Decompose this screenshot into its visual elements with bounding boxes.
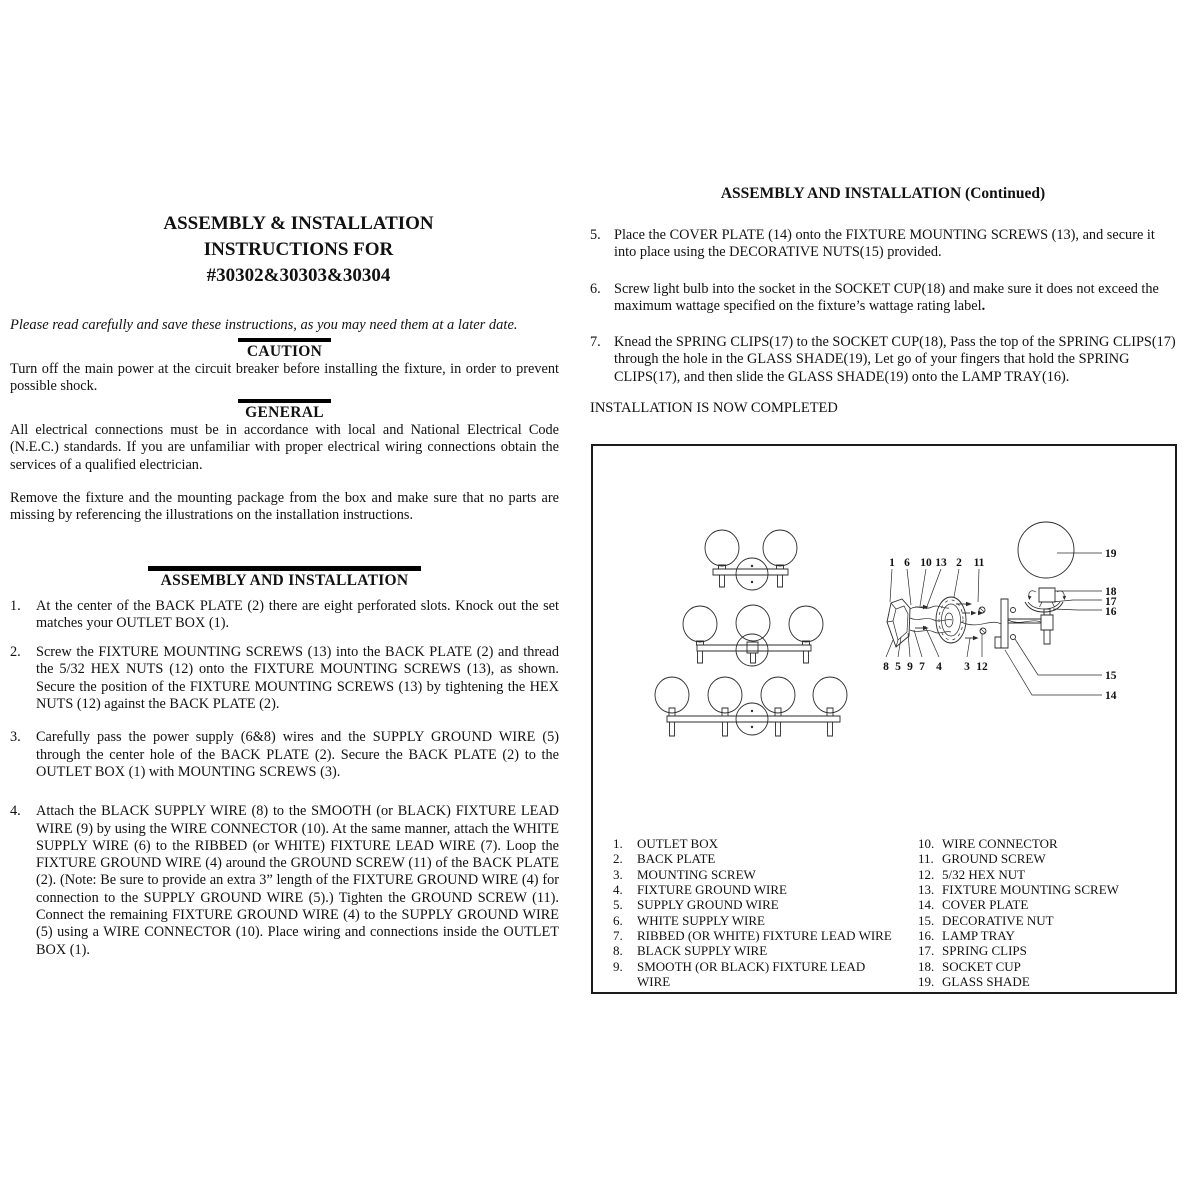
callout-4: 4 [936, 661, 942, 673]
parts-list-item [918, 897, 1168, 912]
general-heading: GENERAL [245, 404, 324, 422]
assembly-heading: ASSEMBLY AND INSTALLATION [160, 571, 409, 589]
part-number: 11. [918, 851, 934, 867]
parts-list-item [613, 913, 913, 928]
parts-list-item [918, 836, 1168, 851]
installation-completed-note: INSTALLATION IS NOW COMPLETED [590, 400, 838, 417]
part-label: GROUND SCREW [942, 851, 1046, 867]
general-body-2: Remove the fixture and the mounting package from the box and make sure that no parts are missing by referencing the illustrations on the installation instructions. [10, 489, 559, 524]
three-light-fixture-drawing [683, 605, 823, 666]
callout-6: 6 [904, 557, 910, 569]
part-label: SUPPLY GROUND WIRE [637, 897, 779, 913]
assembly-steps [10, 598, 559, 959]
general-body-1: All electrical connections must be in accordance with local and National Electrical Code (N.E.C.) standards. If you are unfamiliar with proper electrical wiring connections obtain the services of a qualified electrician. [10, 422, 559, 473]
callout-13: 13 [935, 557, 947, 569]
part-label: FIXTURE MOUNTING SCREW [942, 882, 1119, 898]
callout-numbers [883, 548, 1117, 702]
continued-steps [590, 227, 1176, 386]
part-number: 4. [613, 882, 623, 898]
spring-clips-drawing [1028, 591, 1066, 607]
parts-list-item [613, 943, 913, 958]
part-label: SPRING CLIPS [942, 943, 1027, 959]
parts-list-column-2 [918, 836, 1168, 989]
parts-list-item [918, 882, 1168, 897]
cover-plate-drawing [995, 599, 1016, 648]
part-number: 2. [613, 851, 623, 867]
assembly-step-4 [10, 803, 559, 959]
part-number: 17. [918, 943, 935, 959]
step-number: 5. [590, 227, 601, 243]
callout-1: 1 [889, 557, 895, 569]
callout-2: 2 [956, 557, 962, 569]
part-label: GLASS SHADE [942, 974, 1030, 990]
part-number: 9. [613, 958, 623, 974]
part-label: SMOOTH (OR BLACK) FIXTURE LEAD [637, 958, 866, 974]
callout-leader-lines [886, 553, 1102, 695]
callout-15: 15 [1105, 670, 1117, 682]
mounting-screws-drawing [915, 602, 986, 640]
part-number: 7. [613, 928, 623, 944]
part-label: SOCKET CUP [942, 958, 1021, 974]
assembly-step-1 [10, 598, 559, 633]
caution-body: Turn off the main power at the circuit breaker before installing the fixture, in order to prevent possible shock. [10, 360, 559, 394]
part-label: OUTLET BOX [637, 836, 719, 851]
intro-note: Please read carefully and save these instructions, as you may need them at a later date. [10, 317, 518, 333]
title-line-2: INSTRUCTIONS FOR [203, 239, 394, 260]
caution-heading: CAUTION [246, 342, 323, 360]
continued-heading: ASSEMBLY AND INSTALLATION (Continued) [720, 185, 1046, 202]
callout-14: 14 [1105, 690, 1117, 702]
assembly-step-5 [590, 227, 1176, 262]
part-number: 13. [918, 882, 935, 898]
parts-list-item [918, 974, 1168, 989]
assembly-step-3 [10, 729, 559, 781]
step-text: Screw the FIXTURE MOUNTING SCREWS (13) into the BACK PLATE (2) and thread the 5/32 HEX NUTS (12) onto the FIXTURE MOUNTING SCREWS (13), as shown. Secure the position of the FIXTURE MOUNTING SCREWS (13) by tightening the HEX NUTS (12) against the BACK PLATE (2). [36, 644, 559, 713]
lamp-tray-drawing [1008, 602, 1063, 644]
part-label: COVER PLATE [942, 897, 1029, 913]
part-number: 10. [918, 836, 935, 851]
part-label-two-line [637, 959, 865, 990]
step-text: At the center of the BACK PLATE (2) there are eight perforated slots. Knock out the set matches your OUTLET BOX (1). [36, 597, 559, 631]
parts-list-item [918, 928, 1168, 943]
parts-list-item [613, 851, 913, 866]
step-number: 6. [590, 280, 601, 297]
part-number: 12. [918, 866, 935, 882]
four-light-fixture-drawing [655, 677, 847, 736]
part-number: 18. [918, 958, 935, 974]
part-number: 6. [613, 912, 623, 928]
step-text [614, 281, 1176, 316]
parts-list-column-1 [613, 836, 913, 989]
callout-3: 3 [964, 661, 970, 673]
parts-list-item [918, 867, 1168, 882]
part-number: 1. [613, 836, 623, 851]
part-label: LAMP TRAY [942, 928, 1015, 944]
title-line-1: ASSEMBLY & INSTALLATION [163, 213, 434, 234]
callout-19: 19 [1105, 548, 1117, 560]
parts-list-item [918, 851, 1168, 866]
parts-list-item [613, 928, 913, 943]
parts-list-item [613, 836, 913, 851]
step-number: 2. [10, 644, 21, 661]
part-number: 3. [613, 866, 623, 882]
callout-5: 5 [895, 661, 901, 673]
socket-cup-drawing [1039, 588, 1055, 602]
parts-list-item [613, 867, 913, 882]
callout-11: 11 [973, 557, 985, 569]
assembly-step-7 [590, 334, 1176, 386]
part-number: 19. [918, 974, 935, 990]
step-number: 1. [10, 597, 21, 614]
assembly-step-6 [590, 281, 1176, 316]
part-label: DECORATIVE NUT [942, 912, 1054, 928]
part-label-continuation: WIRE [637, 974, 671, 990]
callout-9: 9 [907, 661, 913, 673]
document-title [38, 211, 559, 289]
callout-7: 7 [919, 661, 925, 673]
part-label: FIXTURE GROUND WIRE [637, 882, 787, 898]
parts-list-item [918, 959, 1168, 974]
part-number: 8. [613, 943, 623, 959]
parts-list-item [613, 959, 913, 990]
outlet-box-drawing [887, 599, 910, 647]
right-column [590, 185, 1176, 417]
step-text: Knead the SPRING CLIPS(17) to the SOCKET CUP(18), Pass the top of the SPRING CLIPS(17) through the hole in the GLASS SHADE(19), Let go of your fingers that hold the SPRING CLIPS(17), and then slide the GLASS SHADE(19) onto the LAMP TRAY(16). [614, 334, 1176, 385]
part-label: BACK PLATE [637, 851, 716, 867]
part-number: 5. [613, 897, 623, 913]
part-label: RIBBED (OR WHITE) FIXTURE LEAD WIRE [637, 928, 892, 944]
callout-12: 12 [976, 661, 988, 673]
step-text: Attach the BLACK SUPPLY WIRE (8) to the SMOOTH (or BLACK) FIXTURE LEAD WIRE (9) by using the WIRE CONNECTOR (10). At the same manner, attach the WHITE SUPPLY WIRE (6) to the RIBBED (or WHITE) FIXTURE LEAD WIRE (7). Loop the FIXTURE GROUND WIRE (4) around the GROUND SCREW (11) of the BACK PLATE (2). (Note: Be sure to provide an extra 3” length of the FIXTURE GROUND WIRE (4) for connection to the SUPPLY GROUND WIRE (5).) Tighten the GROUND SCREW (11). Connect the remaining FIXTURE GROUND WIRE (4) to the SUPPLY GROUND WIRE (5) using a WIRE CONNECTOR (10). Place wiring and connections inside the OUTLET BOX (1). [36, 803, 559, 958]
part-label: BLACK SUPPLY WIRE [637, 943, 768, 959]
step-number: 3. [10, 729, 21, 746]
part-label: WHITE SUPPLY WIRE [637, 912, 765, 928]
parts-list-item [613, 882, 913, 897]
part-number: 15. [918, 912, 935, 928]
part-label: 5/32 HEX NUT [942, 866, 1026, 882]
part-number: 16. [918, 928, 935, 944]
title-line-3: #30302&30303&30304 [206, 265, 391, 286]
callout-10: 10 [920, 557, 932, 569]
part-label: MOUNTING SCREW [637, 866, 756, 882]
part-label: WIRE CONNECTOR [942, 836, 1058, 851]
left-column [10, 211, 559, 971]
callout-8: 8 [883, 661, 889, 673]
callout-16: 16 [1105, 606, 1117, 618]
step-number: 7. [590, 334, 601, 351]
callout-18: 18 [1105, 586, 1117, 598]
part-number: 14. [918, 897, 935, 913]
diagram-box [591, 444, 1177, 994]
assembly-step-2 [10, 644, 559, 713]
glass-shade-drawing [1018, 522, 1074, 578]
step-text: Place the COVER PLATE (14) onto the FIXTURE MOUNTING SCREWS (13), and secure it into place using the DECORATIVE NUTS(15) provided. [614, 227, 1155, 261]
supply-wires-drawing [910, 606, 1041, 633]
step-text-main: Screw light bulb into the socket in the SOCKET CUP(18) and make sure it does not exceed the maximum wattage specified on the fixture’s wattage rating label [614, 280, 1159, 314]
exploded-view-drawing [883, 522, 1117, 702]
step-text-bold-period: . [981, 297, 986, 314]
step-number: 4. [10, 803, 21, 820]
callout-17: 17 [1105, 596, 1117, 608]
parts-list-item [918, 913, 1168, 928]
two-light-fixture-drawing [705, 530, 797, 590]
parts-list-item [918, 943, 1168, 958]
step-text: Carefully pass the power supply (6&8) wires and the SUPPLY GROUND WIRE (5) through the center hole of the BACK PLATE (2). Secure the BACK PLATE (2) to the OUTLET BOX (1) with MOUNTING SCREWS (3). [36, 729, 559, 780]
parts-list-item [613, 897, 913, 912]
